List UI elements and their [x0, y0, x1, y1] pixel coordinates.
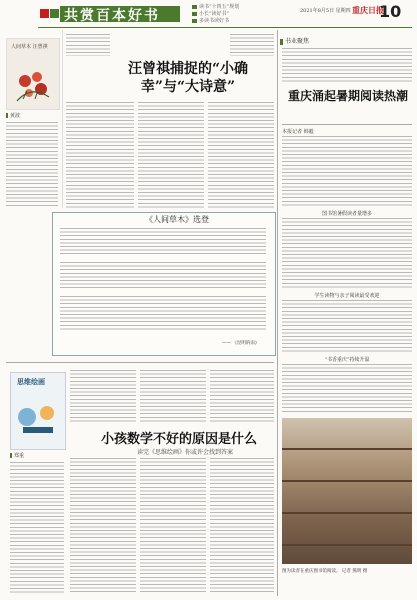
excerpt-title: 《人间草木》选登	[132, 214, 222, 225]
library-photo	[282, 418, 412, 564]
photo-caption: 图为读者在重庆图书馆阅读。 记者 熊明 摄	[282, 569, 368, 574]
article1-body-text	[6, 122, 58, 208]
article3-body-text	[282, 364, 412, 414]
date-line: 2021年8月5日 星期四	[300, 8, 351, 14]
article3-subhead: 学生读物与亲子阅读最受欢迎	[314, 293, 380, 299]
article2-body-text	[140, 458, 206, 594]
header-note: 多读书读好书	[199, 18, 230, 24]
article2-body-text	[210, 370, 274, 424]
article3-intro-text	[282, 48, 412, 84]
excerpt-text	[60, 262, 266, 288]
section-title: 共赏百本好书	[64, 8, 160, 24]
header-note: 小长“读好书”	[199, 11, 230, 17]
book-cover-title: 思维绘画	[17, 377, 45, 386]
section-rule	[6, 362, 274, 363]
page-number: 10	[379, 2, 402, 21]
author-marker-icon	[6, 113, 8, 118]
article3-subhead: “书香重庆”持续升温	[324, 357, 370, 363]
bullet-icon	[192, 5, 197, 9]
article1-body-text	[230, 34, 274, 56]
article3-subhead: 图书馆暑假读者量增多	[321, 211, 372, 217]
excerpt-source: —— 《昆明的雨》	[222, 341, 260, 346]
article3-body-text	[282, 218, 412, 288]
bullet-icon	[192, 12, 197, 16]
paper-name: 重庆日报	[352, 5, 384, 15]
flower-illustration-icon	[13, 67, 53, 103]
article2-body-text	[140, 370, 206, 424]
article2-subheadline: 读完《思维绘画》你或许会找到答案	[136, 449, 233, 456]
column-divider	[277, 30, 278, 596]
book-illustration-icon	[13, 397, 63, 437]
page-header	[0, 0, 417, 26]
article2-body-text	[70, 370, 136, 424]
article1-body-text	[66, 102, 134, 208]
book-cover-image	[10, 372, 66, 450]
bookshelf-shape	[282, 448, 412, 450]
logo-square-icon	[50, 9, 59, 18]
article3-reporter: 本报记者 韩毅	[282, 129, 314, 135]
article1-body-text	[66, 34, 110, 56]
article2-headline: 小孩数学不好的原因是什么	[100, 432, 257, 447]
bookshelf-shape	[282, 544, 412, 546]
article1-body-text	[138, 102, 204, 208]
excerpt-text	[60, 296, 266, 332]
book-cover-image	[6, 38, 60, 110]
section-label: 书业聚焦	[280, 36, 309, 45]
header-rule	[38, 27, 412, 28]
article2-body-text	[70, 458, 136, 594]
article3-body-text	[282, 300, 412, 352]
bookshelf-shape	[282, 480, 412, 482]
article3-body-text	[282, 136, 412, 206]
bullet-icon	[192, 19, 197, 23]
headline-rule	[282, 124, 412, 125]
logo-square-icon	[40, 9, 49, 18]
author-marker-icon	[10, 453, 12, 458]
article2-body-text	[210, 458, 274, 594]
article3-headline: 重庆涌起暑期阅读热潮	[287, 89, 408, 103]
column-divider	[62, 30, 63, 208]
excerpt-text	[60, 228, 266, 254]
article1-headline: 汪曾祺捕捉的“小确幸”与“大诗意”	[127, 61, 249, 95]
bookshelf-shape	[282, 512, 412, 514]
article1-body-text	[208, 102, 274, 208]
article1-author: 黄波	[6, 112, 20, 119]
article2-author: 郑重	[10, 452, 24, 459]
article2-body-text	[10, 462, 64, 594]
section-marker-icon	[280, 39, 283, 45]
header-note: 读书“十四五”规划	[199, 4, 240, 10]
book-cover-title: 人间草木 汪曾祺	[11, 44, 48, 50]
